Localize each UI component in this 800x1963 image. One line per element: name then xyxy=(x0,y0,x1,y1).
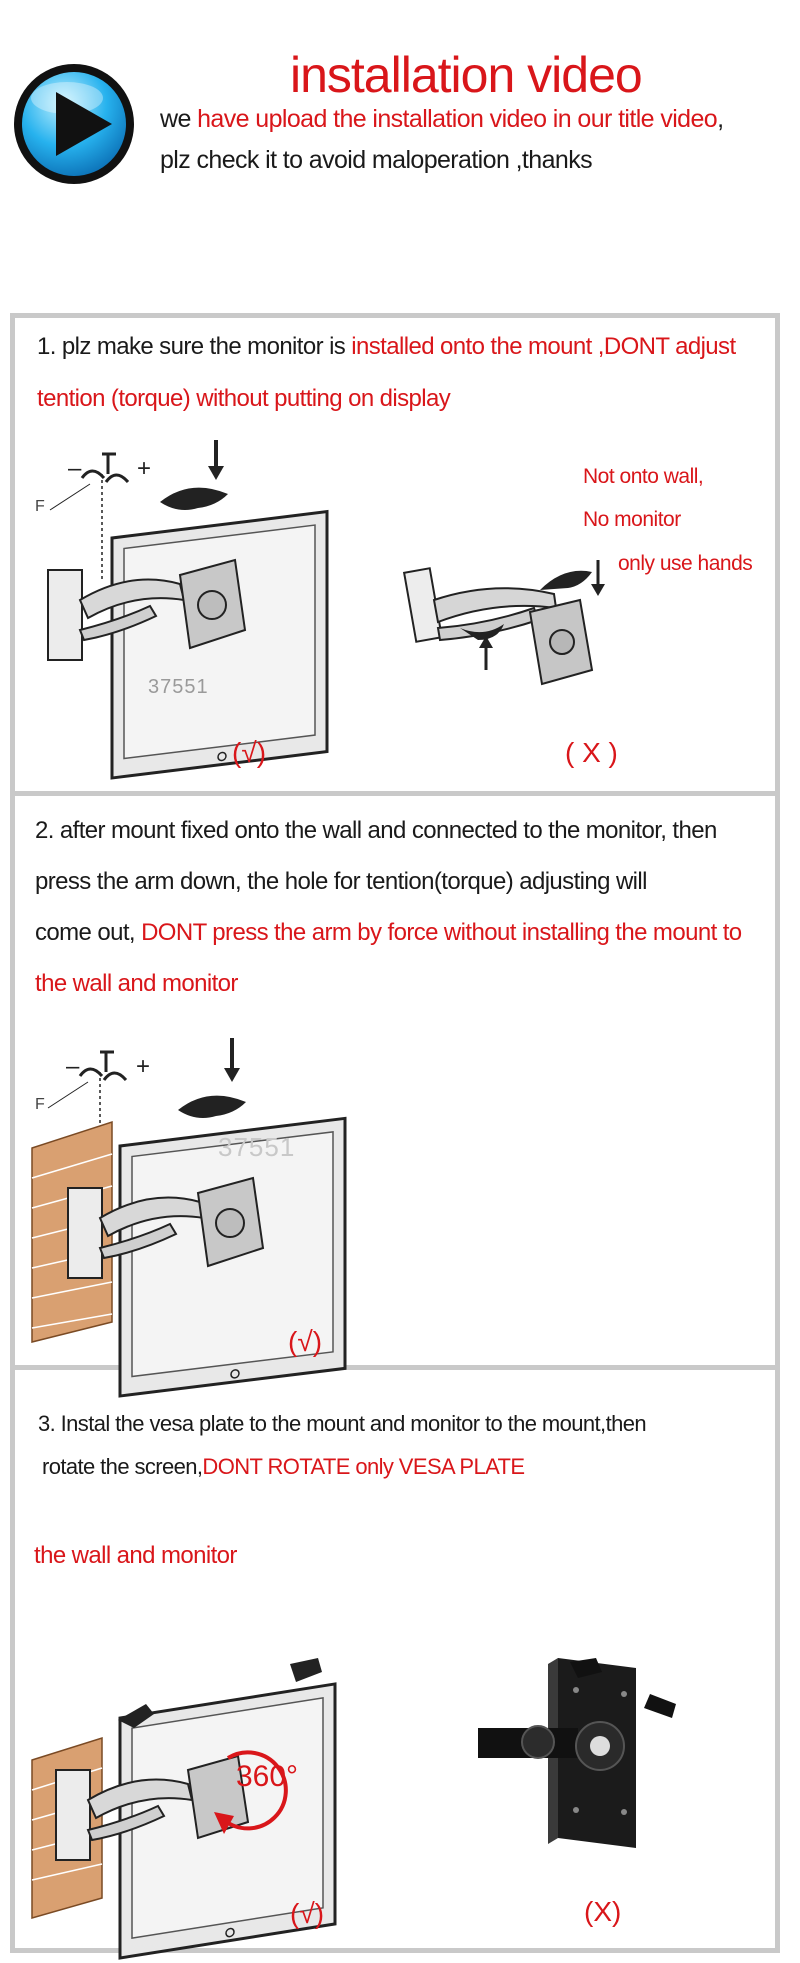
note-line-3: only use hands xyxy=(618,552,753,575)
tension-minus: – xyxy=(68,455,81,482)
note-line-2: No monitor xyxy=(583,508,681,531)
step3-line-2: rotate the screen,DONT ROTATE only VESA PLATE xyxy=(42,1454,525,1479)
rotate-screen-illustration xyxy=(28,1640,358,1930)
play-icon[interactable] xyxy=(12,62,136,186)
step2-line-3: come out, DONT press the arm by force without installing the mount to xyxy=(35,919,742,946)
wall-mount-illustration xyxy=(28,1038,358,1348)
note-line-1: Not onto wall, xyxy=(583,465,704,488)
header-line-1: we have upload the installation video in our title video, xyxy=(160,105,724,133)
step2-line-2: press the arm down, the hole for tention(torque) adjusting will xyxy=(35,868,647,895)
vesa-plate-illustration xyxy=(478,1650,708,1870)
header-line-2: plz check it to avoid maloperation ,thanks xyxy=(160,146,592,174)
section-divider xyxy=(15,791,775,796)
page-title: installation video xyxy=(290,47,642,103)
correct-mark: (√) xyxy=(232,737,267,768)
step2-line-4: the wall and monitor xyxy=(35,970,238,997)
force-label: F xyxy=(35,498,45,515)
step3-line-1: 3. Instal the vesa plate to the mount and monitor to the mount,then xyxy=(38,1411,646,1436)
mount-only-illustration xyxy=(400,540,640,720)
step1-line-2: tention (torque) without putting on display xyxy=(37,385,451,412)
rotation-label: 360° xyxy=(236,1760,299,1793)
step3-line-3: the wall and monitor xyxy=(34,1542,237,1569)
watermark: 37551 xyxy=(218,1132,296,1162)
force-label: F xyxy=(35,1096,45,1113)
monitor-mount-illustration xyxy=(30,440,350,750)
watermark: 37551 xyxy=(148,676,209,698)
step2-line-1: 2. after mount fixed onto the wall and connected to the monitor, then xyxy=(35,817,717,844)
wrong-mark: ( X ) xyxy=(565,737,618,768)
correct-mark: (√) xyxy=(290,1898,325,1929)
wrong-mark: (X) xyxy=(584,1896,622,1927)
tension-minus: – xyxy=(66,1053,79,1080)
step1-line-1: 1. plz make sure the monitor is installed onto the mount ,DONT adjust xyxy=(37,333,736,360)
tension-plus: + xyxy=(136,1053,150,1080)
correct-mark: (√) xyxy=(288,1326,323,1357)
tension-plus: + xyxy=(137,455,151,482)
